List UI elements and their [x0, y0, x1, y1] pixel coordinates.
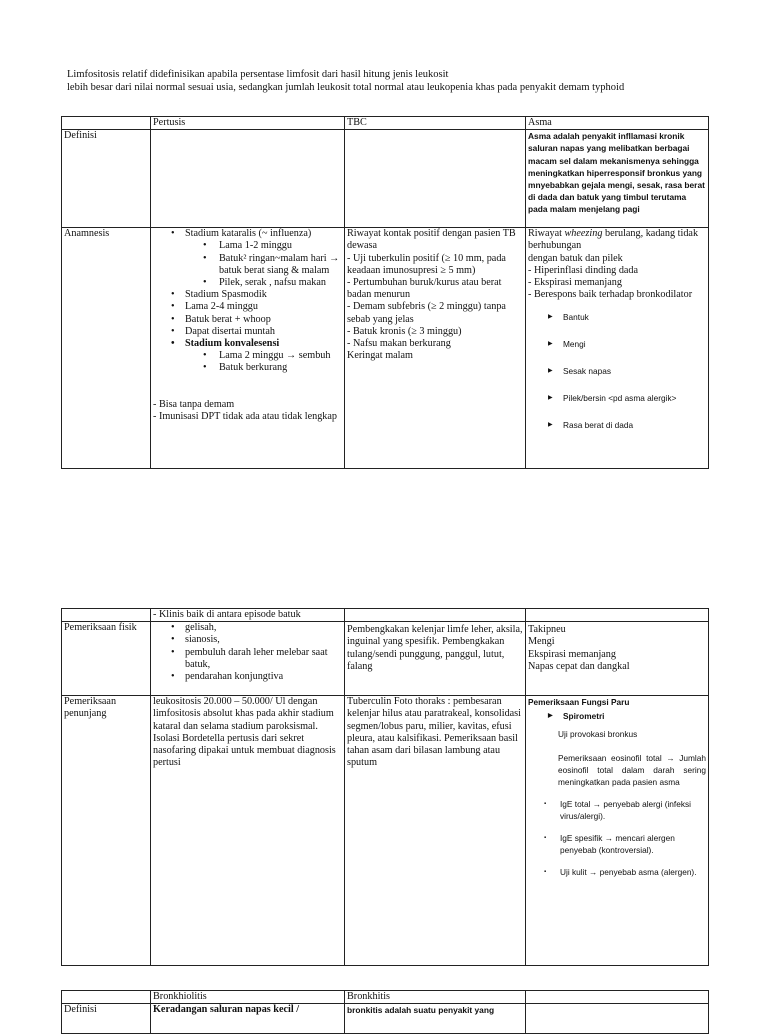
list-item: ▶ Bantuk — [528, 311, 706, 323]
cell-empty — [62, 609, 151, 622]
list-item: ▶ Spirometri — [528, 710, 706, 722]
header-bronkhiolitis: Bronkhiolitis — [151, 991, 345, 1004]
list-item: • Batuk berat + whoop — [153, 314, 342, 326]
asma-fisik-line: Mengi — [528, 636, 555, 648]
asma-text: Riwayat — [528, 228, 565, 240]
table-row-note — [62, 609, 709, 622]
header-cell-empty — [62, 991, 151, 1004]
table-row-definisi — [62, 1004, 709, 1034]
list-item: • sianosis, — [153, 634, 342, 646]
comparison-table-3 — [61, 990, 709, 1034]
list-item: • pendarahan konjungtiva — [153, 671, 342, 683]
asma-ige-list — [528, 798, 706, 878]
cell-definisi-pertusis — [151, 130, 345, 228]
asma-fungsi-paru-title: Pemeriksaan Fungsi Paru — [528, 697, 630, 708]
comparison-table-1 — [61, 116, 709, 469]
list-item: ▶ Mengi — [528, 338, 706, 350]
table-row-fisik — [62, 622, 709, 696]
table-header-row — [62, 991, 709, 1004]
header-asma: Asma — [526, 117, 709, 130]
table-row-anamnesis — [62, 228, 709, 469]
list-item: • Lama 2-4 minggu — [153, 301, 342, 313]
header-cell-empty — [526, 991, 709, 1004]
asma-fisik-line: Takipneu — [528, 624, 566, 636]
header-tbc: TBC — [345, 117, 526, 130]
list-item: ▶ Pilek/bersin <pd asma alergik> — [528, 392, 706, 404]
list-item: ▪ Uji kulit → penyebab asma (alergen). — [528, 866, 706, 878]
intro-paragraph — [67, 68, 727, 94]
intro-line-2: lebih besar dari nilai normal sesuai usia, sedangkan jumlah leukosit total normal atau leukopenia khas pada penyakit demam typhoid — [67, 82, 625, 93]
row-label-anamnesis: Anamnesis — [62, 228, 151, 469]
list-item: • Stadium Spasmodik — [153, 289, 342, 301]
cell-penunjang-asma — [526, 696, 709, 966]
asma-spirometri-list — [528, 710, 706, 722]
intro-line-1: Limfositosis relatif didefinisikan apabila persentase limfosit dari hasil hitung jenis leukosit — [67, 69, 449, 80]
asma-eosinofil: Pemeriksaan eosinofil total → Jumlah eosinofil total dalam darah sering meningkatkan pada pasien asma — [558, 753, 706, 788]
table-row-penunjang — [62, 696, 709, 966]
asma-line: - Ekspirasi memanjang — [528, 277, 622, 289]
asma-line — [528, 228, 706, 252]
cell-fisik-pertusis — [151, 622, 345, 696]
cell-definisi-asma: Asma adalah penyakit infllamasi kronik saluran napas yang melibatkan berbagai macam sel dalam mekanismenya sehingga meningkatkan hiperresponsif bronkus yang mnyebabkan gejala mengi, sesak, rasa berat di dada dan batuk yang timbul terutama pada malam menjelang pagi — [526, 130, 709, 228]
list-item: • Lama 2 minggu → sembuh — [153, 350, 342, 362]
header-pertusis: Pertusis — [151, 117, 345, 130]
list-item: • Dapat disertai muntah — [153, 326, 342, 338]
list-item: • pembuluh darah leher melebar saat batuk, — [153, 647, 342, 671]
asma-line: - Hiperinflasi dinding dada — [528, 264, 639, 276]
pertusis-fisik-list — [153, 622, 342, 683]
tbc-line: - Pertumbuhan buruk/kurus atau berat badan menurun — [347, 277, 502, 301]
comparison-table-2 — [61, 608, 709, 966]
table-header-row — [62, 117, 709, 130]
header-bronkhitis: Bronkhitis — [345, 991, 526, 1004]
asma-uji-provokasi: Uji provokasi bronkus — [558, 729, 638, 740]
asma-line: - Berespons baik terhadap bronkodilator — [528, 289, 693, 301]
cell-definisi-bronkhiolitis: Keradangan saluran napas kecil / — [151, 1004, 345, 1034]
pertusis-note-klinis: - Klinis baik di antara episode batuk — [151, 609, 345, 622]
table-row-definisi — [62, 130, 709, 228]
cell-empty — [526, 1004, 709, 1034]
asma-wheezing: wheezing — [564, 228, 603, 240]
tbc-line: Keringat malam — [347, 350, 413, 362]
pertusis-note-dpt: - Imunisasi DPT tidak ada atau tidak lengkap — [153, 410, 337, 422]
list-item: • Stadium konvalesensi — [153, 338, 342, 350]
asma-symptom-list — [528, 311, 706, 431]
tbc-line: - Uji tuberkulin positif (≥ 10 mm, pada keadaan imunosupresi ≥ 5 mm) — [347, 252, 506, 276]
row-label-definisi: Definisi — [62, 130, 151, 228]
list-item: ▶ Rasa berat di dada — [528, 419, 706, 431]
cell-definisi-bronkhitis: bronkitis adalah suatu penyakit yang — [345, 1004, 526, 1034]
row-label-fisik: Pemeriksaan fisik — [62, 622, 151, 696]
cell-fisik-tbc: Pembengkakan kelenjar limfe leher, aksila, inguinal yang spesifik. Pembengkakan tulang/sendi punggung, panggul, lutut, falang — [345, 622, 526, 696]
pertusis-stage-list — [153, 228, 342, 374]
asma-fisik-line: Napas cepat dan dangkal — [528, 660, 630, 672]
cell-anamnesis-pertusis — [151, 228, 345, 469]
cell-empty — [526, 609, 709, 622]
cell-anamnesis-tbc — [345, 228, 526, 469]
cell-anamnesis-asma — [526, 228, 709, 469]
row-label-penunjang: Pemeriksaan penunjang — [62, 696, 151, 966]
cell-fisik-asma — [526, 622, 709, 696]
list-item: ▪ IgE total → penyebab alergi (infeksi virus/alergi). — [528, 798, 706, 822]
tbc-line: Riwayat kontak positif dengan pasien TB dewasa — [347, 228, 516, 252]
cell-empty — [345, 609, 526, 622]
header-cell-empty — [62, 117, 151, 130]
pertusis-note-fever: - Bisa tanpa demam — [153, 398, 235, 410]
list-item: ▶ Sesak napas — [528, 365, 706, 377]
tbc-line: - Batuk kronis (≥ 3 minggu) — [347, 325, 462, 337]
list-item: • Batuk berkurang — [153, 362, 342, 374]
cell-penunjang-pertusis: leukositosis 20.000 – 50.000/ Ul dengan limfositosis absolut khas pada akhir stadium kataral dan selama stadium paroksismal. Isolasi Bordetella pertusis dari sekret nasofaring dipakai untuk membuat diagnosis pertusi — [151, 696, 345, 966]
asma-line: dengan batuk dan pilek — [528, 252, 623, 264]
row-label-definisi: Definisi — [62, 1004, 151, 1034]
list-item: ▪ IgE spesifik → mencari alergen penyebab (kontroversial). — [528, 832, 706, 856]
tbc-line: - Demam subfebris (≥ 2 minggu) tanpa sebab yang jelas — [347, 301, 506, 325]
list-item: • Stadium kataralis (~ influenza) — [153, 228, 342, 240]
cell-definisi-tbc — [345, 130, 526, 228]
tbc-line: - Nafsu makan berkurang — [347, 338, 451, 350]
list-item: • Pilek, serak , nafsu makan — [153, 277, 342, 289]
list-item: • gelisah, — [153, 622, 342, 634]
list-item: • Lama 1-2 minggu — [153, 240, 342, 252]
list-item: • Batuk² ringan~malam hari → batuk berat siang & malam — [153, 253, 342, 277]
cell-penunjang-tbc: Tuberculin Foto thoraks : pembesaran kelenjar hilus atau paratrakeal, konsolidasi segmen/lobus paru, milier, kavitas, efusi pleura, atau kalsifikasi. Pemeriksaan basil tahan asam dari bilasan lambung atau sputum — [345, 696, 526, 966]
asma-fisik-line: Ekspirasi memanjang — [528, 648, 616, 660]
asma-text: berulang, kadang tidak berhubungan — [528, 228, 699, 252]
